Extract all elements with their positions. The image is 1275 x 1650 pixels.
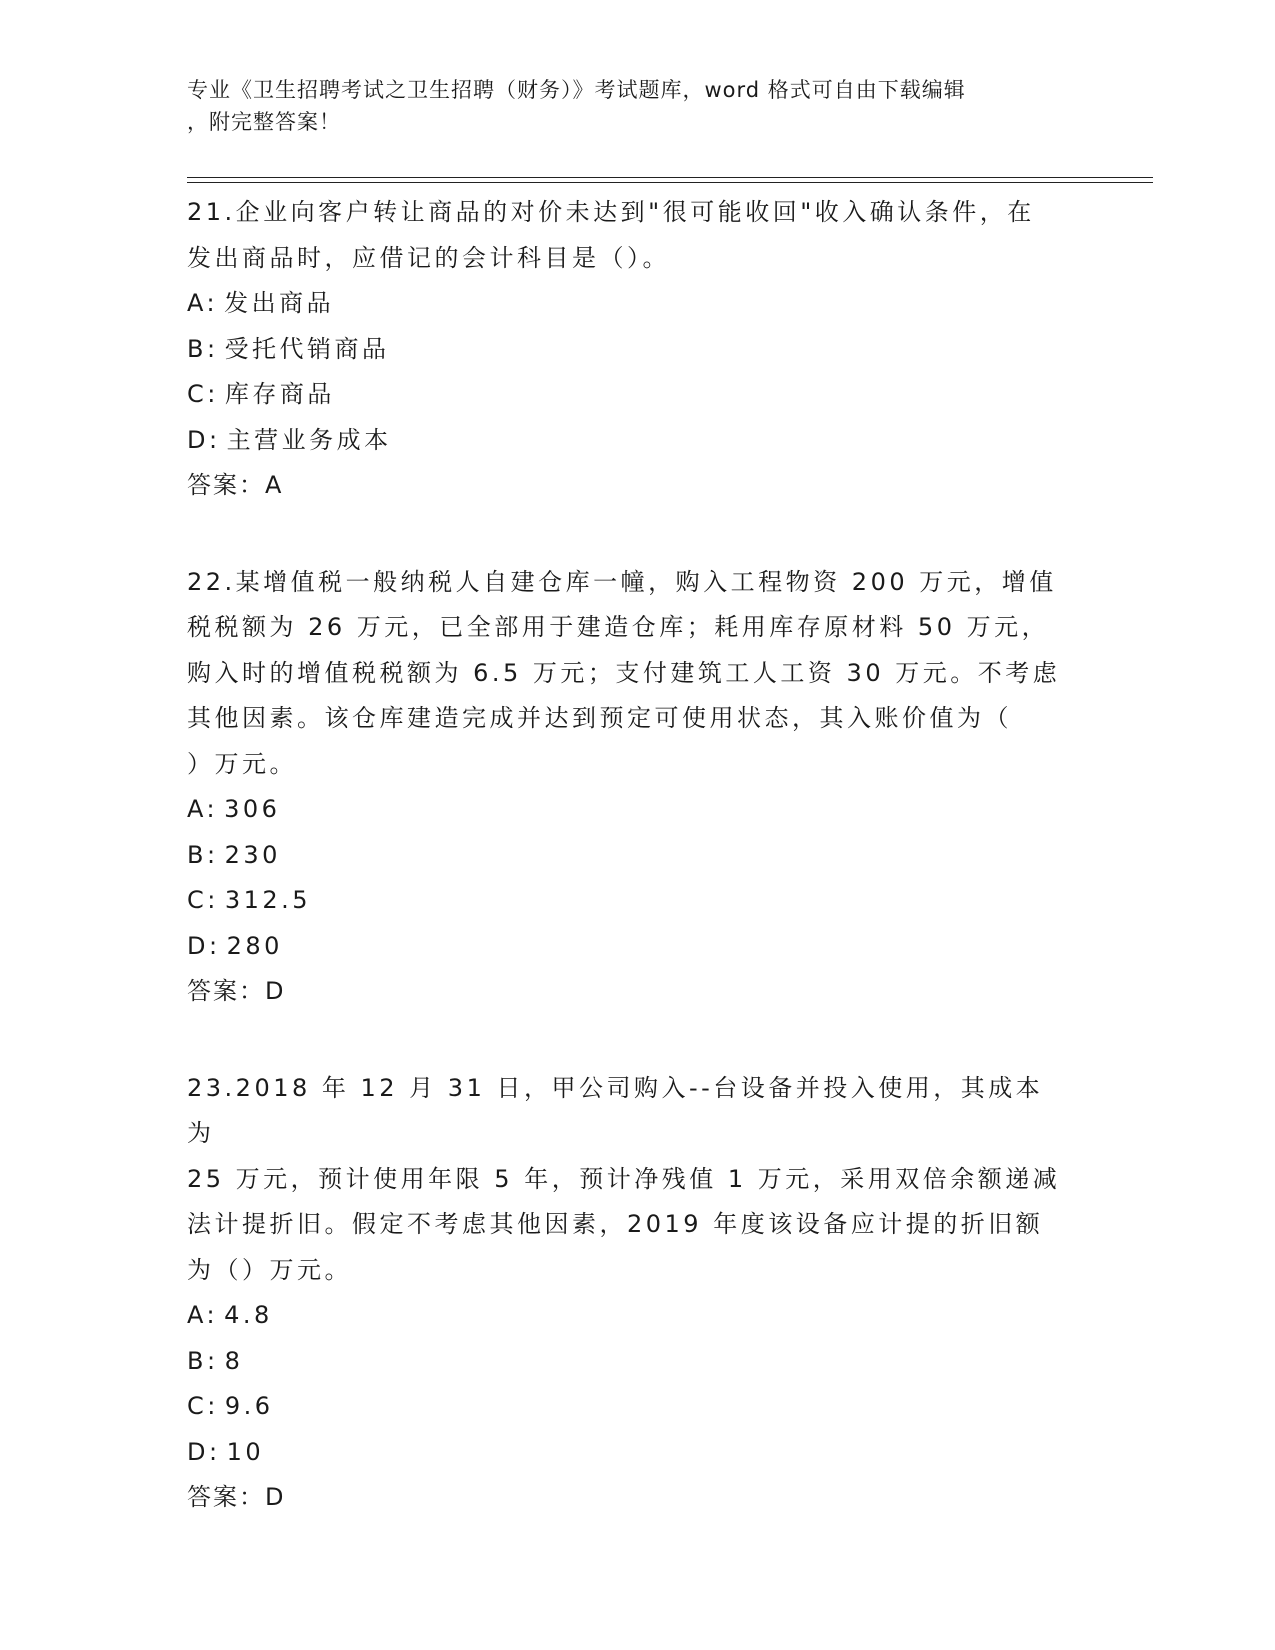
option-text: 8 xyxy=(224,1346,244,1375)
header-rule-top xyxy=(187,177,1153,178)
header-line-1: 专业《卫生招聘考试之卫生招聘（财务）》考试题库，word 格式可自由下载编辑 xyxy=(187,78,966,102)
option-text: 306 xyxy=(224,795,281,823)
question-text-line: 23.2018 年 12 月 31 日，甲公司购入--台设备并投入使用，其成本为 xyxy=(187,1073,1044,1147)
option-letter: B: xyxy=(187,334,219,363)
option-b xyxy=(187,327,1067,373)
question-text-line: 为（）万元。 xyxy=(187,1255,352,1284)
option-letter: A: xyxy=(187,795,219,823)
option-c xyxy=(187,1384,1067,1430)
question-text-line: 22.某增值税一般纳税人自建仓库一幢，购入工程物资 200 万元，增值 xyxy=(187,567,1057,596)
option-b xyxy=(187,833,1067,879)
question-text-line: 法计提折旧。假定不考虑其他因素，2019 年度该设备应计提的折旧额 xyxy=(187,1210,1044,1238)
question-list xyxy=(187,190,1067,1572)
question-text-line: 其他因素。该仓库建造完成并达到预定可使用状态，其入账价值为（ xyxy=(187,704,1012,732)
answer-line: 答案：D xyxy=(187,977,286,1005)
option-c xyxy=(187,878,1067,924)
option-text: 库存商品 xyxy=(224,380,335,408)
question-22 xyxy=(187,560,1067,1015)
option-a xyxy=(187,787,1067,833)
option-d xyxy=(187,418,1067,464)
option-letter: A: xyxy=(187,1301,219,1329)
option-letter: D: xyxy=(187,931,221,960)
question-text-line: 税税额为 26 万元，已全部用于建造仓库；耗用库存原材料 50 万元， xyxy=(187,613,1050,641)
header-line-2: ，附完整答案！ xyxy=(187,110,341,134)
option-letter: D: xyxy=(187,425,221,454)
question-text-line: 25 万元，预计使用年限 5 年，预计净残值 1 万元，采用双倍余额递减 xyxy=(187,1164,1061,1193)
option-letter: C: xyxy=(187,886,219,914)
option-b xyxy=(187,1339,1067,1385)
option-text: 4.8 xyxy=(224,1301,273,1329)
option-c xyxy=(187,372,1067,418)
question-text-line: 21.企业向客户转让商品的对价未达到"很可能收回"收入确认条件，在 xyxy=(187,198,1035,226)
option-text: 9.6 xyxy=(224,1392,274,1420)
answer-line: 答案：A xyxy=(187,471,284,499)
option-text: 发出商品 xyxy=(224,289,335,317)
option-a xyxy=(187,1293,1067,1339)
answer-line: 答案：D xyxy=(187,1483,286,1511)
option-d xyxy=(187,1430,1067,1476)
option-letter: A: xyxy=(187,289,219,317)
option-letter: B: xyxy=(187,1346,219,1375)
question-text-line: ）万元。 xyxy=(187,749,297,778)
option-letter: D: xyxy=(187,1437,221,1466)
option-a xyxy=(187,281,1067,327)
question-23 xyxy=(187,1066,1067,1521)
option-letter: C: xyxy=(187,380,219,408)
option-text: 312.5 xyxy=(224,886,312,914)
document-header xyxy=(187,74,1067,138)
option-text: 10 xyxy=(226,1437,265,1466)
option-text: 受托代销商品 xyxy=(224,334,390,363)
option-letter: B: xyxy=(187,840,219,869)
option-text: 主营业务成本 xyxy=(226,425,392,454)
question-text-line: 发出商品时，应借记的会计科目是（）。 xyxy=(187,243,670,272)
option-letter: C: xyxy=(187,1392,219,1420)
option-d xyxy=(187,924,1067,970)
option-text: 230 xyxy=(224,840,281,869)
option-text: 280 xyxy=(226,931,283,960)
header-rule-bottom xyxy=(187,182,1153,183)
question-text-line: 购入时的增值税税额为 6.5 万元；支付建筑工人工资 30 万元。不考虑 xyxy=(187,658,1061,687)
question-21 xyxy=(187,190,1067,509)
